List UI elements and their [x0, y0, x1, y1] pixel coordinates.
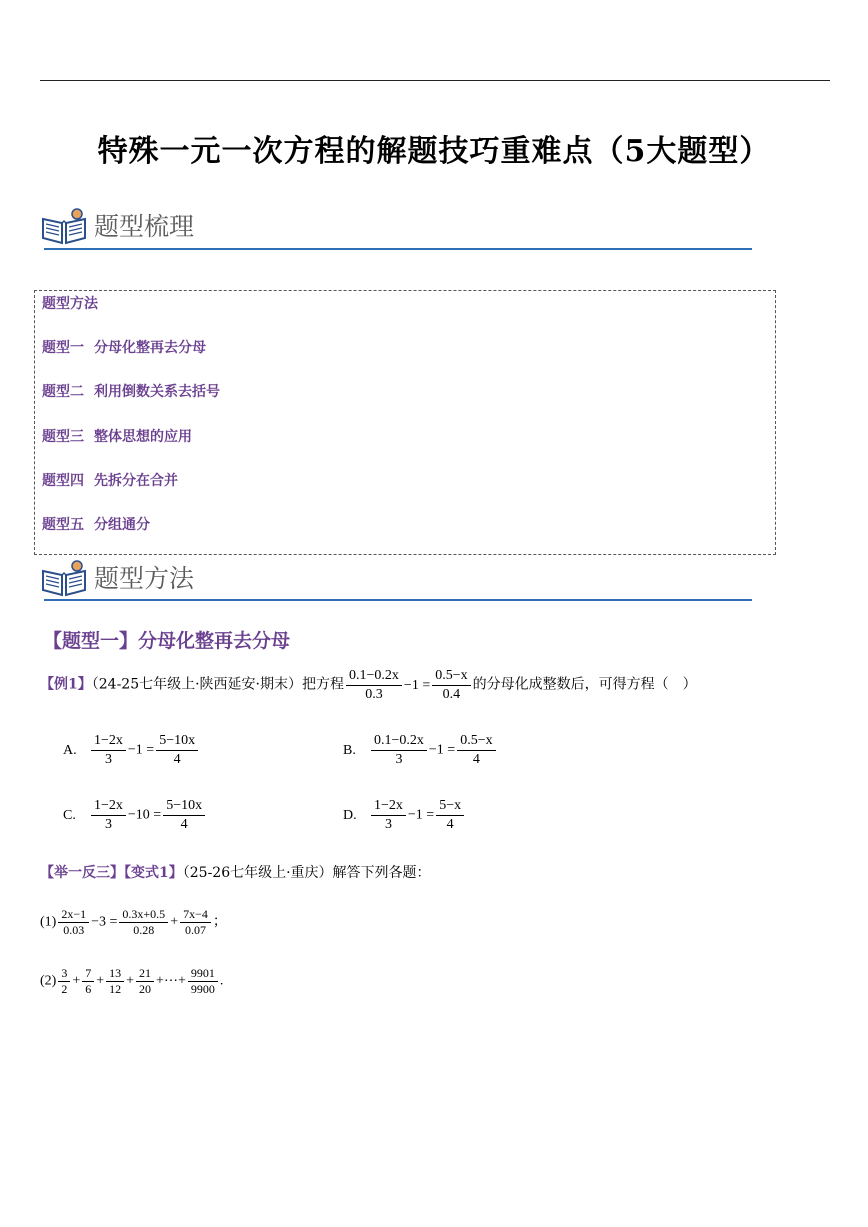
section-underline [44, 248, 752, 250]
frac-numerator: 0.3x+0.5 [119, 907, 168, 923]
frac-denominator: 3 [395, 752, 403, 767]
frac-denominator: 6 [85, 982, 92, 996]
toc-label: 题型五 [42, 517, 84, 533]
frac-numerator: 3 [58, 966, 70, 982]
frac-numerator: 5−10x [163, 797, 205, 816]
top-rule [40, 80, 830, 81]
toc-label: 题型三 [42, 429, 84, 445]
equation-operator: −10 = [127, 807, 162, 823]
variant-1-part-2: (2) $\frac{3}{2}$ + $\frac{7}{6}$ + $\frac{13}{12}$ + $\frac{21}{20}$ +⋯+ $\frac{9901}{9900}$ . [40, 966, 224, 996]
option-letter: B. [343, 742, 356, 758]
option-letter: D. [343, 807, 357, 823]
toc-label: 题型四 [42, 473, 84, 489]
example-source: （24-25七年级上·陕西延安·期末）把方程 [91, 676, 345, 693]
variant-source: （25-26七年级上·重庆）解答下列各题： [182, 865, 431, 881]
toc-item-3[interactable] [42, 426, 192, 446]
frac-denominator: 0.07 [184, 923, 206, 937]
frac-denominator: 9900 [190, 982, 215, 996]
variant-1-stem [40, 862, 431, 882]
option-letter: C. [63, 807, 76, 823]
section-title: 题型梳理 [94, 212, 195, 241]
frac-numerator: 7x−4 [180, 907, 211, 923]
frac-denominator: 4 [472, 752, 480, 767]
frac-numerator: 5−x [436, 797, 464, 816]
option-d[interactable] [343, 797, 466, 834]
frac-numerator: 1−2x [91, 732, 126, 751]
frac-denominator: 0.03 [63, 923, 85, 937]
frac-numerator: 1−2x [91, 797, 126, 816]
section-underline [44, 599, 752, 601]
equation-operator: + [170, 914, 179, 930]
toc-label: 题型一 [42, 340, 84, 356]
frac-denominator: 0.4 [442, 687, 461, 702]
frac-numerator: 5−10x [156, 732, 198, 751]
toc-item-5[interactable] [42, 514, 150, 534]
frac-numerator: 0.5−x [432, 667, 470, 686]
example-tail: 的分母化成整数后，可得方程（ ） [472, 676, 697, 693]
frac-numerator: 1−2x [371, 797, 406, 816]
frac-numerator: 0.1−0.2x [371, 732, 427, 751]
frac-denominator: 12 [109, 982, 122, 996]
equation-operator: −1 = [403, 677, 431, 693]
frac-denominator: 4 [180, 817, 188, 832]
part-label: (2) [40, 973, 57, 989]
option-c[interactable] [63, 797, 207, 834]
toc-item-4[interactable] [42, 470, 178, 490]
toc-item-1[interactable] [42, 337, 206, 357]
equation-operator: −1 = [407, 807, 435, 823]
section-title: 题型方法 [94, 564, 195, 593]
example-1-stem [40, 667, 697, 704]
variant-tag: 【举一反三】 [40, 865, 124, 881]
option-b[interactable] [343, 732, 498, 769]
equation-operator: −1 = [428, 742, 456, 758]
toc-text: 分组通分 [94, 517, 150, 533]
option-letter: A. [63, 742, 77, 758]
toc-item-2[interactable] [42, 381, 220, 401]
toc-label: 题型二 [42, 384, 84, 400]
equation-operator: −1 = [127, 742, 155, 758]
open-book-icon [40, 207, 88, 245]
frac-denominator: 2 [61, 982, 68, 996]
frac-numerator: 9901 [188, 966, 218, 982]
frac-numerator: 21 [136, 966, 154, 982]
frac-numerator: 0.5−x [457, 732, 495, 751]
toc-text: 先拆分在合并 [94, 473, 178, 489]
open-book-icon [40, 559, 88, 597]
option-a[interactable] [63, 732, 200, 769]
section-header-outline [40, 205, 752, 251]
part-end-mark: . [219, 973, 224, 989]
type1-heading: 【题型一】分母化整再去分母 [43, 630, 291, 652]
frac-numerator: 0.1−0.2x [346, 667, 402, 686]
frac-denominator: 3 [104, 752, 112, 767]
frac-denominator: 20 [139, 982, 152, 996]
part-label: (1) [40, 914, 57, 930]
frac-denominator: 4 [173, 752, 181, 767]
variant-number-tag: 【变式1】 [124, 865, 183, 881]
document-title: 特殊一元一次方程的解题技巧重难点（5大题型） [97, 134, 771, 169]
frac-denominator: 3 [384, 817, 392, 832]
frac-denominator: 0.3 [365, 687, 383, 702]
ellipsis-operator: +⋯+ [156, 973, 186, 989]
equation-operator: −3 = [91, 914, 118, 930]
toc-text: 整体思想的应用 [94, 429, 192, 445]
frac-numerator: 13 [106, 966, 124, 982]
toc-text: 分母化整再去分母 [94, 340, 206, 356]
toc-text: 利用倒数关系去括号 [94, 384, 220, 400]
frac-numerator: 7 [82, 966, 94, 982]
toc-box [34, 290, 776, 555]
frac-denominator: 0.28 [133, 923, 155, 937]
section-header-methods [40, 557, 752, 603]
frac-denominator: 3 [104, 817, 112, 832]
frac-numerator: 2x−1 [58, 907, 89, 923]
example-equation [344, 668, 473, 702]
variant-1-part-1 [40, 907, 227, 938]
part-end-mark: ； [212, 914, 227, 930]
example-tag: 【例1】 [40, 676, 92, 693]
toc-heading: 题型方法 [42, 296, 98, 312]
frac-denominator: 4 [446, 817, 454, 832]
